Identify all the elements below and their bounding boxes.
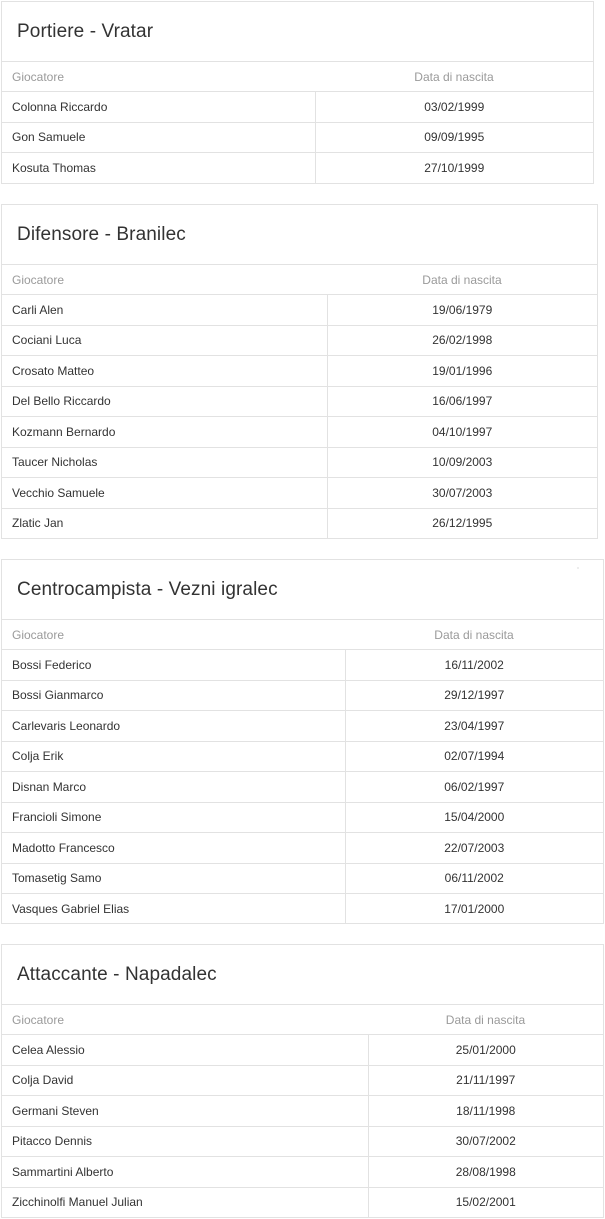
table-header-row	[2, 1005, 603, 1035]
player-birth-date: 27/10/1999	[315, 153, 593, 183]
section-title: Attaccante - Napadalec	[2, 945, 603, 1005]
table-row	[2, 153, 593, 183]
player-birth-date: 23/04/1997	[345, 711, 603, 742]
table-row	[2, 680, 603, 711]
player-name: Bossi Federico	[2, 650, 345, 681]
column-header-player: Giocatore	[2, 620, 345, 650]
player-birth-date: 18/11/1998	[368, 1096, 603, 1127]
player-name: Carli Alen	[2, 295, 327, 326]
table-row	[2, 1157, 603, 1188]
table-row	[2, 1065, 603, 1096]
table-row	[2, 772, 603, 803]
player-name: Gon Samuele	[2, 122, 315, 153]
section-forwards	[1, 944, 604, 1218]
table-row	[2, 92, 593, 123]
player-birth-date: 19/01/1996	[327, 356, 597, 387]
players-table	[2, 1005, 603, 1217]
player-name: Vecchio Samuele	[2, 478, 327, 509]
column-header-birth: Data di nascita	[315, 62, 593, 92]
table-header-row	[2, 620, 603, 650]
decorative-dot	[577, 567, 579, 569]
players-table	[2, 62, 593, 183]
table-row	[2, 122, 593, 153]
section-title: Difensore - Branilec	[2, 205, 597, 265]
player-name: Germani Steven	[2, 1096, 368, 1127]
player-birth-date: 02/07/1994	[345, 741, 603, 772]
player-birth-date: 16/06/1997	[327, 386, 597, 417]
column-header-player: Giocatore	[2, 265, 327, 295]
player-birth-date: 29/12/1997	[345, 680, 603, 711]
column-header-birth: Data di nascita	[368, 1005, 603, 1035]
player-birth-date: 16/11/2002	[444, 657, 504, 672]
table-row	[2, 711, 603, 742]
player-name: Vasques Gabriel Elias	[2, 894, 345, 924]
section-goalkeepers	[1, 1, 594, 184]
table-row	[2, 386, 597, 417]
player-name: Cociani Luca	[2, 325, 327, 356]
table-row	[2, 1187, 603, 1217]
player-birth-date: 22/07/2003	[345, 833, 603, 864]
player-name: Celea Alessio	[2, 1035, 368, 1066]
player-name: Kozmann Bernardo	[2, 417, 327, 448]
table-row	[2, 741, 603, 772]
section-title: Portiere - Vratar	[2, 2, 593, 62]
player-name: Tomasetig Samo	[2, 863, 345, 894]
player-name: Colja David	[2, 1065, 368, 1096]
player-birth-date: 15/04/2000	[345, 802, 603, 833]
section-title: Centrocampista - Vezni igralec	[2, 560, 603, 620]
player-birth-date: 15/02/2001	[368, 1187, 603, 1217]
column-header-player: Giocatore	[2, 1005, 368, 1035]
player-name: Bossi Gianmarco	[2, 680, 345, 711]
table-row	[2, 325, 597, 356]
player-name: Pitacco Dennis	[2, 1126, 368, 1157]
player-birth-date: 21/11/1997	[368, 1065, 603, 1096]
player-name: Crosato Matteo	[2, 356, 327, 387]
player-name: Sammartini Alberto	[2, 1157, 368, 1188]
player-name: Disnan Marco	[2, 772, 345, 803]
section-midfielders	[1, 559, 604, 924]
table-row	[2, 478, 597, 509]
table-row	[2, 650, 603, 681]
table-row	[2, 833, 603, 864]
table-row	[2, 1035, 603, 1066]
player-birth-date: 28/08/1998	[368, 1157, 603, 1188]
table-row	[2, 863, 603, 894]
player-birth-date: 09/09/1995	[315, 122, 593, 153]
player-name: Del Bello Riccardo	[2, 386, 327, 417]
table-row	[2, 508, 597, 538]
player-birth-date: 04/10/1997	[327, 417, 597, 448]
column-header-birth: Data di nascita	[345, 620, 603, 650]
table-row	[2, 295, 597, 326]
section-defenders	[1, 204, 598, 539]
player-birth-date: 30/07/2002	[368, 1126, 603, 1157]
table-row	[2, 1126, 603, 1157]
player-name: Taucer Nicholas	[2, 447, 327, 478]
player-birth-date: 10/09/2003	[327, 447, 597, 478]
table-row	[2, 894, 603, 924]
player-birth-date: 25/01/2000	[455, 1042, 516, 1057]
column-header-birth: Data di nascita	[327, 265, 597, 295]
player-name: Madotto Francesco	[2, 833, 345, 864]
player-name: Zicchinolfi Manuel Julian	[2, 1187, 368, 1217]
player-birth-date: 19/06/1979	[432, 302, 493, 317]
player-birth-date: 06/11/2002	[345, 863, 603, 894]
player-birth-date: 30/07/2003	[327, 478, 597, 509]
player-name: Colja Erik	[2, 741, 345, 772]
column-header-player: Giocatore	[2, 62, 315, 92]
table-header-row	[2, 62, 593, 92]
player-birth-date: 26/02/1998	[327, 325, 597, 356]
player-birth-date: 26/12/1995	[327, 508, 597, 538]
table-row	[2, 447, 597, 478]
players-table	[2, 265, 597, 538]
player-birth-date: 03/02/1999	[424, 99, 485, 114]
table-row	[2, 1096, 603, 1127]
player-birth-date: 17/01/2000	[345, 894, 603, 924]
player-birth-date: 06/02/1997	[345, 772, 603, 803]
table-header-row	[2, 265, 597, 295]
table-row	[2, 417, 597, 448]
table-row	[2, 356, 597, 387]
table-row	[2, 802, 603, 833]
player-name: Kosuta Thomas	[2, 153, 315, 183]
player-name: Francioli Simone	[2, 802, 345, 833]
player-name: Zlatic Jan	[2, 508, 327, 538]
player-name: Carlevaris Leonardo	[2, 711, 345, 742]
players-table	[2, 620, 603, 924]
player-name: Colonna Riccardo	[2, 92, 315, 123]
